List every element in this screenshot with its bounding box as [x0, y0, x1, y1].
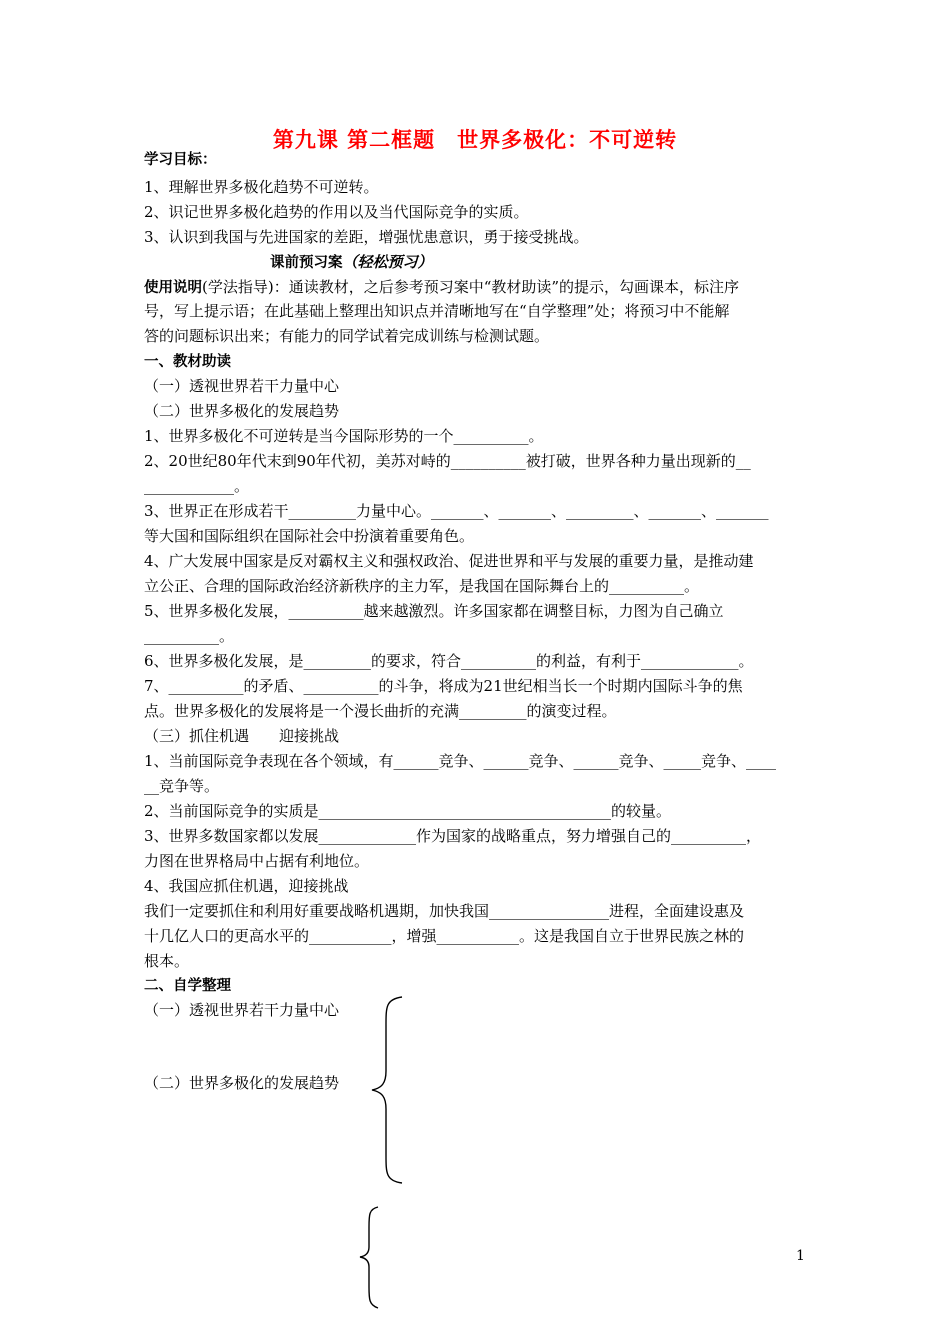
usage-line [144, 277, 812, 298]
subsection-heading: （三）抓住机遇 迎接挑战 [144, 727, 340, 745]
curly-brace-icon [368, 995, 408, 1185]
goal-item: 1、理解世界多极化趋势不可逆转。 [144, 178, 379, 196]
exercise-line: 十几亿人口的更高水平的___________，增强___________。这是我国自立于世界民族之林的 [144, 927, 745, 945]
subsection-heading: （一）透视世界若干力量中心 [144, 377, 340, 395]
exercise-line: 4、我国应抓住机遇，迎接挑战 [144, 877, 349, 895]
exercise-line: __________。 [144, 627, 235, 645]
exercise-line: 2、当前国际竞争的实质是_______________________________________的较量。 [144, 802, 672, 820]
exercise-line: 5、世界多极化发展，__________越来越激烈。许多国家都在调整目标，力图为自己确立 [144, 602, 724, 620]
exercise-line: 立公正、合理的国际政治经济新秩序的主力军，是我国在国际舞台上的__________。 [144, 577, 700, 595]
usage-line: 号，写上提示语；在此基础上整理出知识点并清晰地写在“自学整理”处；将预习中不能解 [144, 302, 730, 320]
exercise-line: ____________。 [144, 477, 250, 495]
exercise-line: 1、当前国际竞争表现在各个领域，有______竞争、______竞争、______竞争、_____竞争、____ [144, 752, 777, 770]
subsection-heading: （二）世界多极化的发展趋势 [144, 402, 340, 420]
usage-label: 使用说明 [144, 280, 202, 296]
goal-item: 3、认识到我国与先进国家的差距，增强忧患意识，勇于接受挑战。 [144, 228, 589, 246]
preview-heading-sub: （轻松预习） [342, 253, 433, 271]
exercise-line: __竞争等。 [144, 777, 220, 795]
exercise-line: 1、世界多极化不可逆转是当今国际形势的一个__________。 [144, 427, 544, 445]
exercise-line: 根本。 [144, 952, 190, 970]
exercise-line: 2、20世纪80年代末到90年代初，美苏对峙的__________被打破，世界各种力量出现新的__ [144, 452, 751, 470]
exercise-line: 3、世界多数国家都以发展_____________作为国家的战略重点，努力增强自己的__________， [144, 827, 762, 845]
title-topic: 世界多极化：不可逆转 [457, 128, 678, 152]
exercise-line: 点。世界多极化的发展将是一个漫长曲折的充满_________的演变过程。 [144, 702, 617, 720]
section1-heading: 一、教材助读 [144, 354, 231, 370]
self-study-item: （一）透视世界若干力量中心 [144, 1001, 340, 1019]
exercise-line: 我们一定要抓住和利用好重要战略机遇期，加快我国________________进程，全面建设惠及 [144, 902, 745, 920]
self-study-item: （二）世界多极化的发展趋势 [144, 1074, 340, 1092]
exercise-line: 力图在世界格局中占据有利地位。 [144, 852, 370, 870]
section2-heading: 二、自学整理 [144, 978, 231, 994]
title-lesson: 第九课 第二框题 [272, 128, 436, 152]
preview-heading-main: 课前预习案 [270, 255, 343, 271]
exercise-line: 等大国和国际组织在国际社会中扮演着重要角色。 [144, 527, 475, 545]
exercise-line: 3、世界正在形成若干_________力量中心。_______、_______、_________、_______、_______ [144, 502, 769, 520]
page-number: 1 [796, 1248, 805, 1264]
goal-item: 2、识记世界多极化趋势的作用以及当代国际竞争的实质。 [144, 203, 529, 221]
usage-line: 答的问题标识出来；有能力的同学试着完成训练与检测试题。 [144, 327, 550, 345]
usage-text: (学法指导)：通读教材，之后参考预习案中“教材助读”的提示，勾画课本，标注序 [202, 278, 740, 296]
goals-heading: 学习目标： [144, 152, 217, 168]
exercise-line: 7、__________的矛盾、__________的斗争，将成为21世纪相当长一个时期内国际斗争的焦 [144, 677, 743, 695]
exercise-line: 4、广大发展中国家是反对霸权主义和强权政治、促进世界和平与发展的重要力量，是推动建 [144, 552, 754, 570]
preview-heading [270, 252, 670, 273]
curly-brace-icon [356, 1205, 386, 1310]
exercise-line: 6、世界多极化发展，是_________的要求，符合__________的利益，有利于_____________。 [144, 652, 754, 670]
